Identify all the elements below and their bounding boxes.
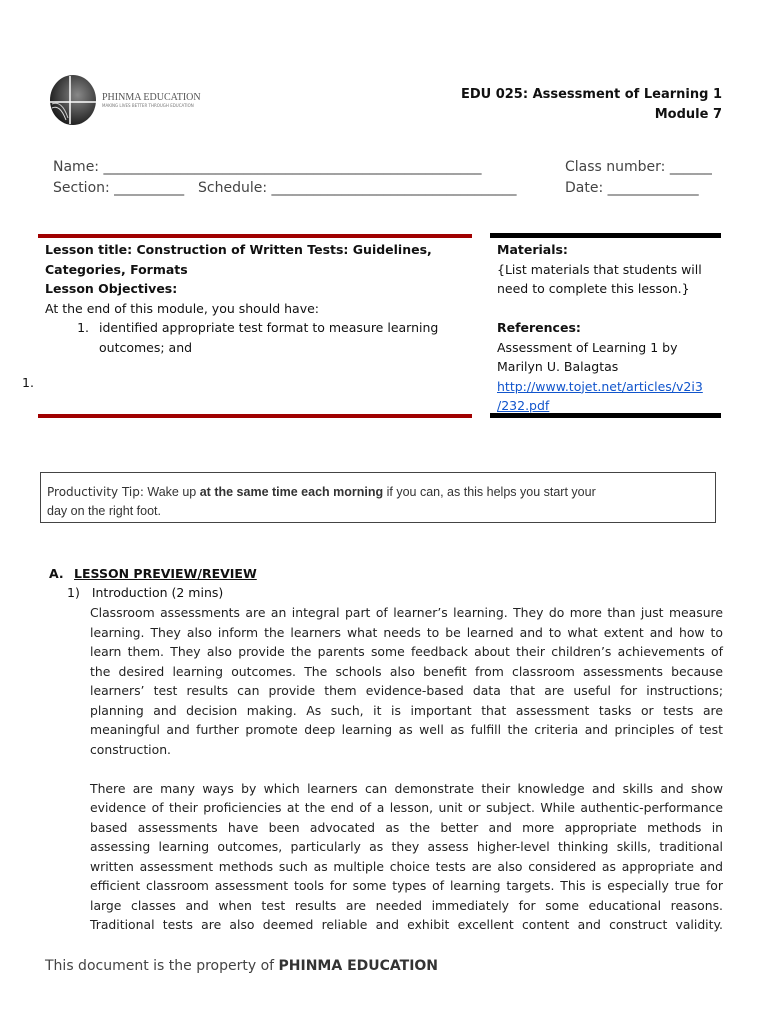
reference-link[interactable]: http://www.tojet.net/articles/v2i3 <box>497 378 703 394</box>
paragraph-line: Classroom assessments are an integral part of learner’s learning. They do more than just measure <box>90 605 723 620</box>
reference-text: Assessment of Learning 1 by <box>497 339 678 355</box>
paragraph-line: learners’ test results can provide them evidence-based data that are useful for instructions; <box>90 683 723 698</box>
item-title: Introduction (2 mins) <box>91 585 224 600</box>
paragraph-line: the desired learning outcomes. The schools also benefit from classroom assessments because <box>90 663 723 679</box>
course-heading <box>461 85 722 125</box>
paragraph <box>90 603 723 759</box>
footer <box>45 958 438 974</box>
lesson-title-cont: Categories, Formats <box>45 261 188 277</box>
divider <box>38 414 472 418</box>
productivity-tip-box <box>40 472 716 523</box>
tip-label: Productivity Tip: <box>47 485 144 499</box>
class-number-field[interactable]: Class number: ______ <box>565 159 712 175</box>
stray-list-number: 1. <box>22 375 34 390</box>
objective-text: identified appropriate test format to measure learning <box>99 320 439 335</box>
phinma-logo <box>46 74 216 126</box>
lesson-box <box>45 240 465 357</box>
paragraph-line: There are many ways by which learners can demonstrate their knowledge and skills and show <box>90 780 723 796</box>
schedule-field[interactable]: Schedule: ___________________________________ <box>198 180 517 196</box>
date-field[interactable]: Date: _____________ <box>565 180 699 196</box>
paragraph-line: large classes and when test results are needed immediately for some educational reasons. <box>90 897 723 913</box>
tip-text-cont: if you can, as this helps you start your <box>383 485 596 499</box>
materials-box <box>497 240 722 416</box>
objective-item <box>45 318 465 357</box>
course-title: EDU 025: Assessment of Learning 1 <box>460 87 722 102</box>
paragraph <box>90 779 723 935</box>
paragraph-line: based assessments have been advocated as the better and more appropriate methods in <box>90 819 723 835</box>
logo-name: PHINMA EDUCATION <box>102 92 201 103</box>
intro-heading <box>67 583 223 603</box>
materials-text: {List materials that students will <box>497 261 702 277</box>
reference-author: Marilyn U. Balagtas <box>497 359 619 374</box>
tip-text: Wake up <box>143 485 200 499</box>
body-text <box>90 603 723 935</box>
references-label: References: <box>497 320 581 335</box>
tip-text-line2: day on the right foot. <box>47 504 161 518</box>
tip-emphasis: at the same time each morning <box>199 485 384 499</box>
materials-label: Materials: <box>497 242 568 257</box>
paragraph-line: evidence of their proficiencies at the end of a lesson, unit or subject. While authentic-performance <box>90 800 723 815</box>
item-number: 1) <box>67 585 80 600</box>
name-field[interactable]: Name: ______________________________________________________ <box>53 159 482 175</box>
logo-tagline: MAKING LIVES BETTER THROUGH EDUCATION <box>102 103 194 108</box>
section-title: LESSON PREVIEW/REVIEW <box>74 566 257 581</box>
paragraph-line: learning. They also inform the learners what needs to be learned and to what extent and how to <box>90 624 723 640</box>
objectives-intro: At the end of this module, you should have: <box>45 300 320 316</box>
objective-number: 1. <box>77 320 89 335</box>
paragraph-line: planning and decision making. As such, it is important that assessment tasks or tests are <box>90 702 723 718</box>
paragraph-line: meaningful and further promote deep learning as well as fulfill the criteria and principles of test <box>90 722 723 737</box>
paragraph-line: written assessment methods such as multiple choice tests are also considered as appropriate and <box>90 858 723 874</box>
paragraph-line: assessing learning outcomes, particularly as they assess higher-level thinking skills, traditional <box>90 839 723 854</box>
module-number: Module 7 <box>654 107 722 122</box>
paragraph-line: learn them. They also provide the parents some feedback about their children’s achievements of <box>90 644 723 659</box>
paragraph-line: Traditional tests are also deemed reliable and exhibit excellent content and construct validity. <box>90 917 723 932</box>
divider <box>38 234 472 238</box>
footer-text: This document is the property of <box>45 958 279 974</box>
footer-brand: PHINMA EDUCATION <box>278 958 439 974</box>
materials-text-cont: need to complete this lesson.} <box>497 281 690 296</box>
objectives-label: Lesson Objectives: <box>45 281 178 296</box>
lesson-title: Lesson title: Construction of Written Tests: Guidelines, <box>45 242 432 257</box>
section-letter: A. <box>49 566 64 581</box>
divider <box>490 233 721 238</box>
paragraph-line: construction. <box>90 741 171 757</box>
section-field[interactable]: Section: __________ <box>53 180 185 196</box>
objective-text-cont: outcomes; and <box>99 339 193 355</box>
paragraph-line: efficient classroom assessment tools for some types of learning targets. This is especially true for <box>90 878 723 893</box>
section-heading <box>49 564 257 584</box>
globe-logo-icon <box>46 74 98 126</box>
reference-link-cont[interactable]: /232.pdf <box>497 398 550 413</box>
